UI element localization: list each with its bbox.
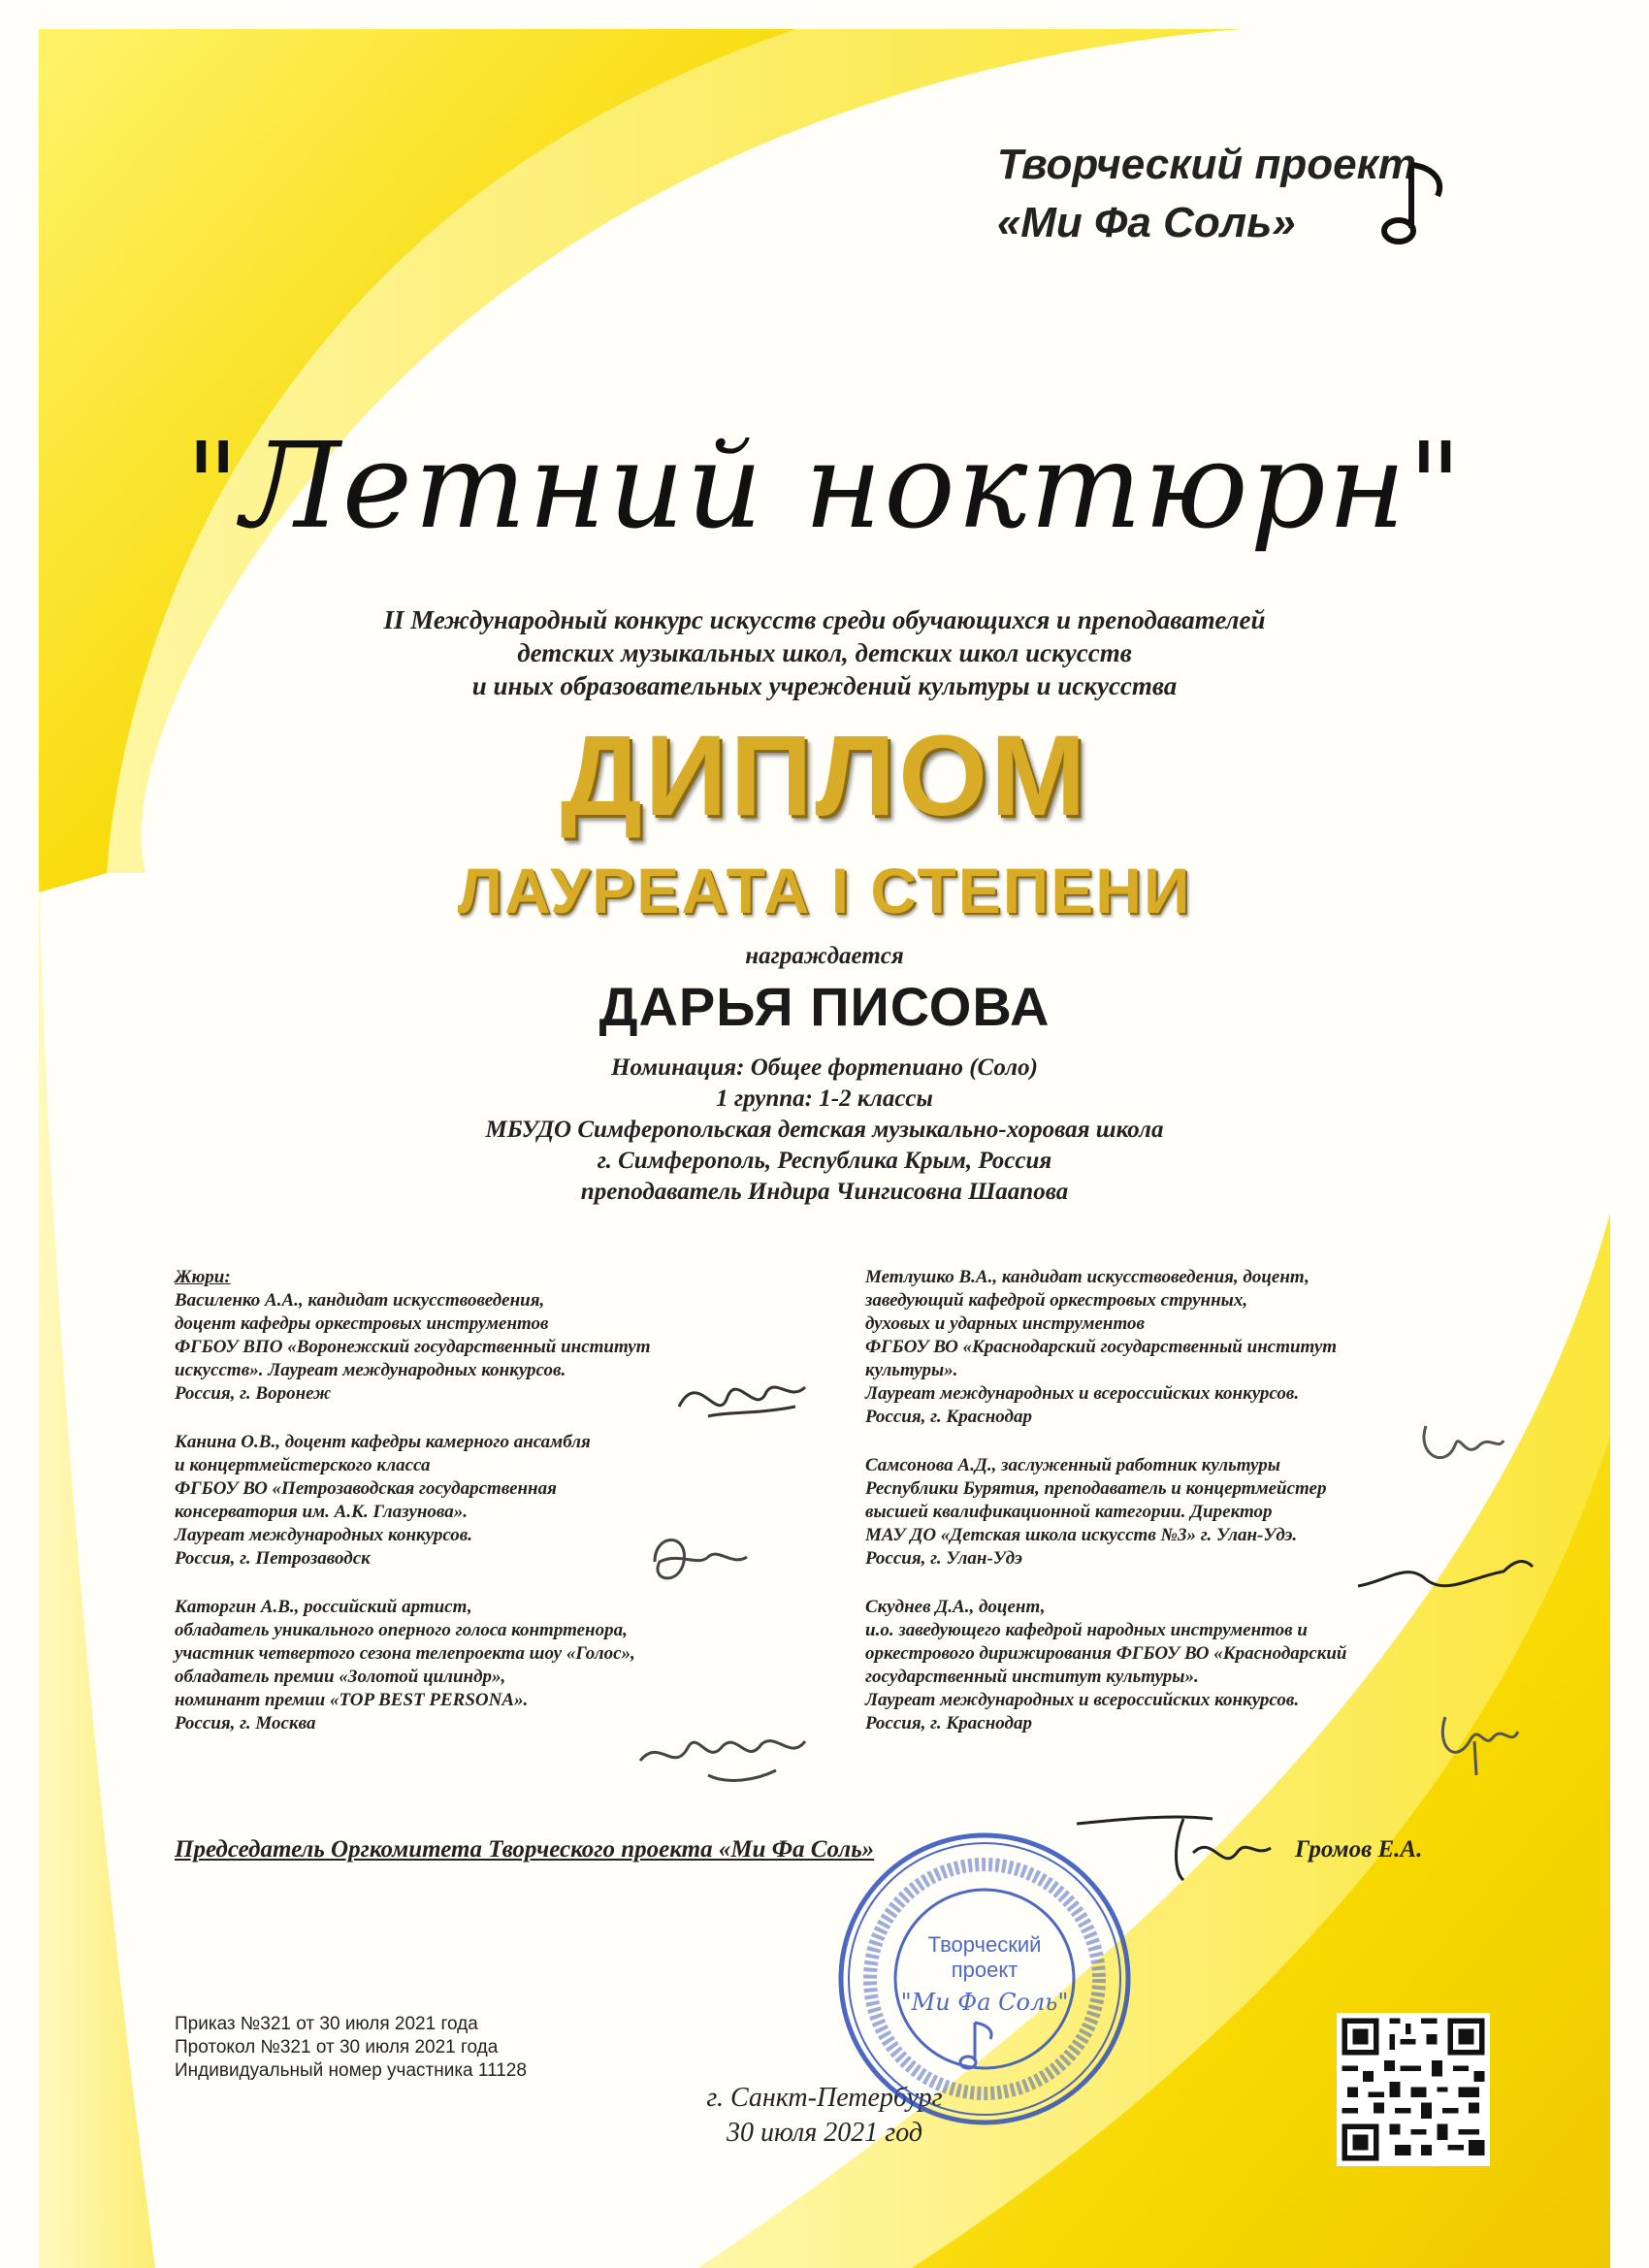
signature xyxy=(1348,1542,1542,1601)
school: МБУДО Симферопольская детская музыкально-хоровая школа xyxy=(485,1117,1164,1143)
jury-line: ФГБОУ ВПО «Воронежский государственный институт xyxy=(175,1337,651,1357)
jury-line: оркестрового дирижирования ФГБОУ ВО «Краснодарский xyxy=(865,1643,1347,1664)
jury-line: Канина О.В., доцент кафедры камерного ансамбля xyxy=(175,1432,591,1452)
music-note-icon xyxy=(1377,146,1455,252)
jury-line: Республики Бурятия, преподаватель и концертмейстер xyxy=(865,1478,1327,1499)
jury-line: ФГБОУ ВО «Краснодарский государственный институт xyxy=(865,1337,1338,1357)
jury-line: Самсонова А.Д., заслуженный работник культуры xyxy=(865,1455,1280,1475)
jury-line: духовых и ударных инструментов xyxy=(865,1313,1145,1334)
jury-line: обладатель премии «Золотой цилиндр», xyxy=(175,1667,506,1687)
jury-line: Россия, г. Воронеж xyxy=(175,1383,332,1404)
jury-heading: Жюри: xyxy=(175,1267,231,1287)
subtitle-line: и иных образовательных учреждений культуры и искусства xyxy=(471,671,1178,700)
jury-line: Лауреат международных и всероссийских конкурсов. xyxy=(865,1690,1300,1710)
stamp-text: Творческий xyxy=(927,1932,1042,1957)
jury-right-column xyxy=(865,1266,1467,1761)
protocol-number: Протокол №321 от 30 июля 2021 года xyxy=(175,2037,499,2057)
recipient-name: ДАРЬЯ ПИСОВА xyxy=(598,976,1051,1037)
jury-line: государственный институт культуры». xyxy=(865,1667,1199,1687)
jury-line: консерватория им. А.К. Глазунова». xyxy=(175,1502,469,1522)
chair-title: Председатель Оргкомитета Творческого проекта «Ми Фа Соль» xyxy=(175,1836,875,1863)
jury-member xyxy=(865,1596,1467,1735)
location: г. Симферополь, Республика Крым, Россия xyxy=(597,1148,1052,1174)
stamp-seal xyxy=(829,1824,1140,2134)
jury-member xyxy=(865,1266,1467,1429)
jury-line: Лауреат международных и всероссийских конкурсов. xyxy=(865,1383,1300,1404)
signature xyxy=(1406,1407,1513,1479)
jury-line: культуры». xyxy=(865,1360,958,1380)
jury-line: заведующий кафедрой оркестровых струнных, xyxy=(865,1290,1248,1311)
project-name-line2: «Ми Фа Соль» xyxy=(996,199,1296,246)
jury-line: и концертмейстерского класса xyxy=(175,1455,431,1475)
jury-line: Скуднев Д.А., доцент, xyxy=(865,1597,1046,1617)
jury-line: Василенко А.А., кандидат искусствоведения, xyxy=(175,1290,545,1311)
nomination: Номинация: Общее фортепиано (Соло) xyxy=(611,1054,1038,1081)
jury-line: Россия, г. Краснодар xyxy=(865,1407,1032,1427)
laureate-degree: ЛАУРЕАТА I СТЕПЕНИ xyxy=(457,855,1192,926)
chair-name: Громов Е.А. xyxy=(1295,1836,1423,1863)
jury-line: Россия, г. Москва xyxy=(175,1713,316,1733)
jury-left-column xyxy=(175,1266,795,1761)
city: г. Санкт-Петербург xyxy=(706,2083,943,2113)
stamp-text: проект xyxy=(951,1958,1018,1982)
signature xyxy=(669,1358,815,1436)
teacher: преподаватель Индира Чингисовна Шаапова xyxy=(580,1179,1069,1205)
signature xyxy=(640,1523,757,1596)
jury-member xyxy=(175,1596,795,1735)
participant-number: Индивидуальный номер участника 11128 xyxy=(175,2060,527,2081)
jury-line: и.о. заведующего кафедрой народных инструментов и xyxy=(865,1620,1308,1640)
jury-line: Россия, г. Улан-Удэ xyxy=(865,1548,1022,1569)
jury-line: ФГБОУ ВО «Петрозаводская государственная xyxy=(175,1478,557,1499)
jury-line: МАУ ДО «Детская школа искусств №3» г. Улан-Удэ. xyxy=(865,1525,1298,1545)
jury-line: Россия, г. Краснодар xyxy=(865,1713,1032,1733)
jury-line: участник четвертого сезона телепроекта шоу «Голос», xyxy=(175,1643,635,1664)
jury-line: Каторгин А.В., российский артист, xyxy=(175,1597,472,1617)
jury-line: Метлушко В.А., кандидат искусствоведения, доцент, xyxy=(865,1267,1310,1287)
signature xyxy=(630,1717,815,1795)
subtitle-line: детских музыкальных школ, детских школ искусств xyxy=(517,638,1132,667)
footer xyxy=(0,2081,1649,2151)
stamp-text: "Ми Фа Соль" xyxy=(900,1989,1069,2016)
jury-line: номинант премии «TOP BEST PERSONA». xyxy=(175,1690,529,1710)
subtitle-line: II Международный конкурс искусств среди обучающихся и преподавателей xyxy=(383,605,1266,634)
date: 30 июля 2021 год xyxy=(727,2118,922,2148)
diploma-heading: ДИПЛОМ xyxy=(560,712,1089,840)
order-info xyxy=(175,2013,527,2083)
project-header xyxy=(997,136,1416,252)
jury-line: высшей квалификационной категории. Директор xyxy=(865,1502,1273,1522)
contest-subtitle xyxy=(0,603,1649,702)
award-details xyxy=(0,1053,1649,1208)
project-name-line1: Творческий проект xyxy=(996,141,1416,188)
jury-line: Россия, г. Петрозаводск xyxy=(175,1548,371,1569)
jury-line: искусств». Лауреат международных конкурсов. xyxy=(175,1360,566,1380)
jury-line: доцент кафедры оркестровых инструментов xyxy=(175,1313,549,1334)
group: 1 группа: 1-2 классы xyxy=(716,1085,933,1112)
signature xyxy=(1426,1702,1523,1780)
jury-line: Лауреат международных конкурсов. xyxy=(175,1525,473,1545)
jury-line: обладатель уникального оперного голоса контртенора, xyxy=(175,1620,628,1640)
order-number: Приказ №321 от 30 июля 2021 года xyxy=(175,2014,478,2034)
contest-title: "Летний ноктюрн" xyxy=(184,417,1465,555)
awarded-label: награждается xyxy=(745,943,904,969)
